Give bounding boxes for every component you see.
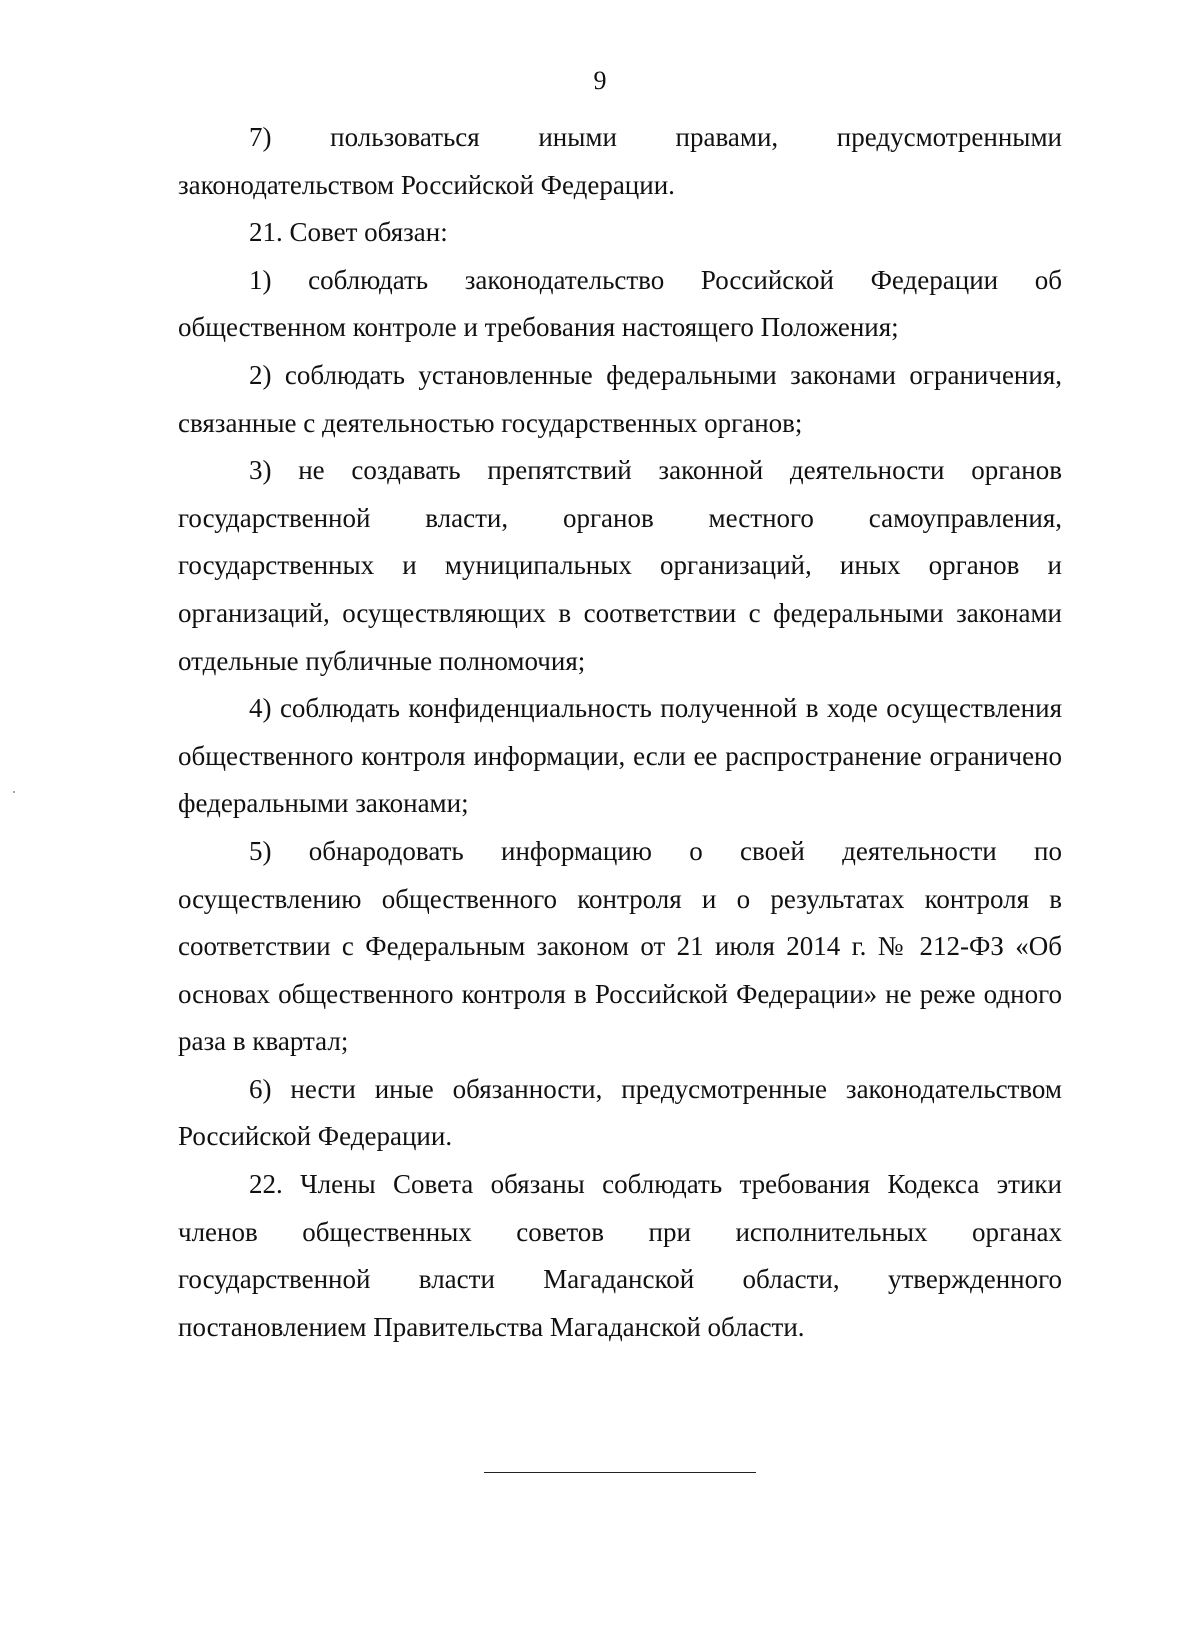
page-number: 9 bbox=[593, 66, 607, 95]
paragraph-item-3: 3) не создавать препятствий законной деятельности органов государственной власти, органов местного самоуправления, государственных и муниципальных организаций, иных органов и организаций, осуществляющих в соответствии с федеральными законами отдельные публичные полномочия; bbox=[178, 455, 1062, 676]
paragraph-section-21-heading: 21. Совет обязан: bbox=[249, 217, 448, 248]
paragraph-item-5: 5) обнародовать информацию о своей деятельности по осуществлению общественного контроля и о результатах контроля в соответствии с Федеральным законом от 21 июля 2014 г. № 212-ФЗ «Об основах общественного контроля в Российской Федерации» не реже одного раза в квартал; bbox=[178, 835, 1062, 1057]
paragraph-item-1: 1) соблюдать законодательство Российской Федерации об общественном контроле и требования настоящего Положения; bbox=[178, 264, 1062, 343]
document-body bbox=[178, 114, 1062, 1351]
paragraph-section-22: 22. Члены Совета обязаны соблюдать требования Кодекса этики членов общественных советов при исполнительных органах государственной власти Магаданской области, утвержденного постановлением Правительства Магаданской области. bbox=[178, 1169, 1062, 1342]
paragraph-item-7: 7) пользоваться иными правами, предусмотренными законодательством Российской Федерации. bbox=[178, 122, 1062, 200]
scan-speck bbox=[13, 791, 15, 793]
paragraph-item-4: 4) соблюдать конфиденциальность полученной в ходе осуществления общественного контроля информации, если ее распространение ограничено федеральными законами; bbox=[178, 693, 1062, 819]
closing-divider-line bbox=[484, 1472, 756, 1473]
paragraph-item-2: 2) соблюдать установленные федеральными законами ограничения, связанные с деятельностью государственных органов; bbox=[178, 359, 1062, 438]
paragraph-item-6: 6) нести иные обязанности, предусмотренные законодательством Российской Федерации. bbox=[178, 1073, 1062, 1152]
